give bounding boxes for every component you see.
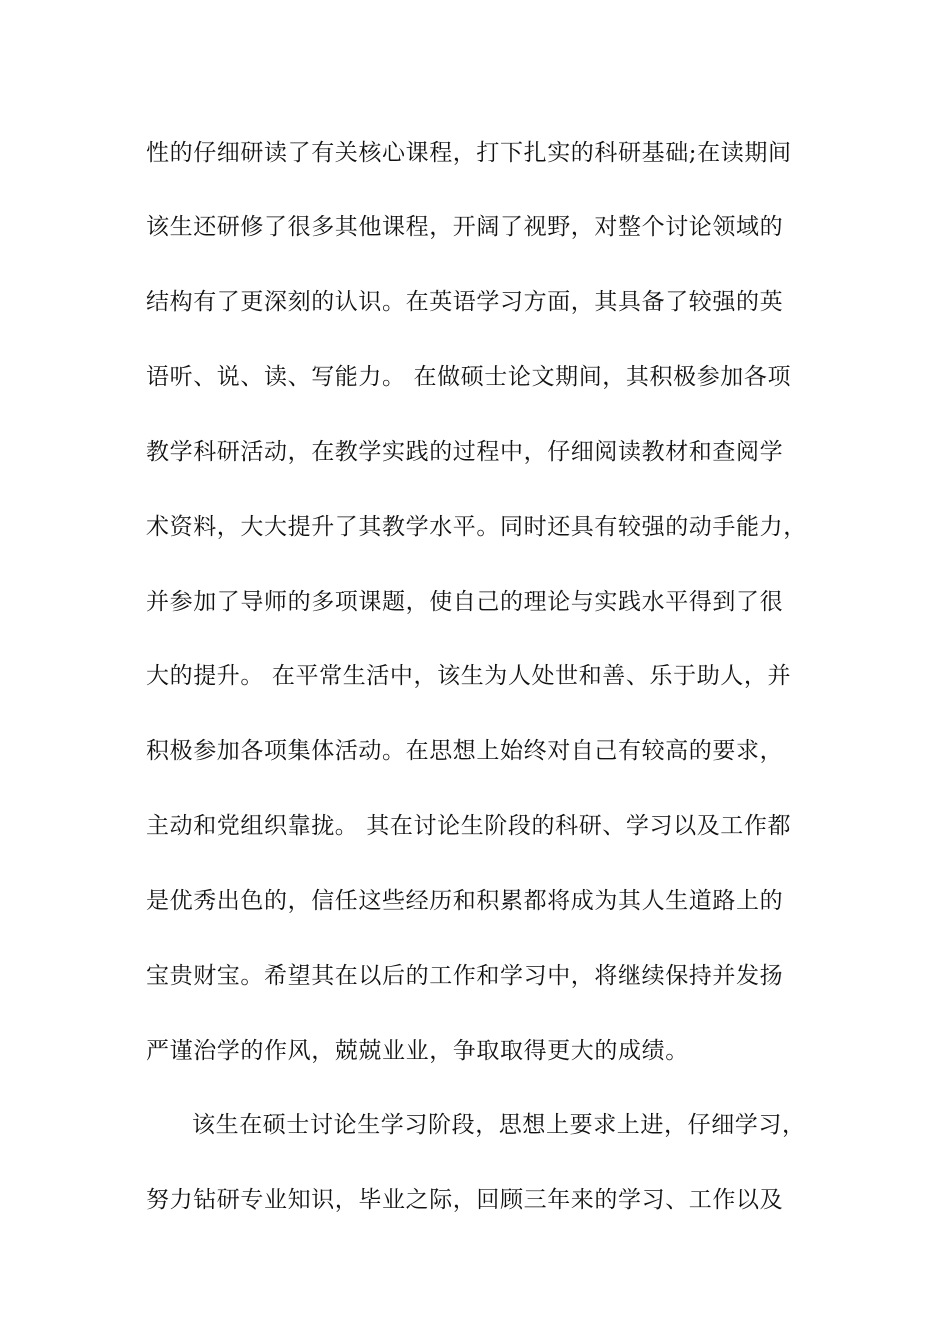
text-line-11: 是优秀出色的，信任这些经历和积累都将成为其人生道路上的 [146,888,784,914]
text-line-15: 努力钻研专业知识，毕业之际，回顾三年来的学习、工作以及 [146,1187,784,1213]
text-line-12: 宝贵财宝。希望其在以后的工作和学习中，将继续保持并发扬 [146,963,784,989]
text-line-7: 并参加了导师的多项课题，使自己的理论与实践水平得到了很 [146,589,784,615]
text-line-3: 结构有了更深刻的认识。在英语学习方面，其具备了较强的英 [146,289,784,315]
text-line-9: 积极参加各项集体活动。在思想上始终对自己有较高的要求， [146,738,784,764]
text-line-14: 该生在硕士讨论生学习阶段，思想上要求上进，仔细学习， [192,1112,806,1138]
text-line-13: 严谨治学的作风，兢兢业业，争取取得更大的成绩。 [146,1038,689,1064]
text-line-5: 教学科研活动，在教学实践的过程中，仔细阅读教材和查阅学 [146,439,784,465]
text-line-4: 语听、说、读、写能力。 在做硕士论文期间，其积极参加各项 [146,364,792,390]
text-line-1: 性的仔细研读了有关核心课程，打下扎实的科研基础;在读期间 [146,140,792,166]
text-line-10: 主动和党组织靠拢。 其在讨论生阶段的科研、学习以及工作都 [146,813,792,839]
text-line-6: 术资料，大大提升了其教学水平。同时还具有较强的动手能力， [146,514,807,540]
text-line-8: 大的提升。 在平常生活中，该生为人处世和善、乐于助人，并 [146,663,792,689]
text-line-2: 该生还研修了很多其他课程，开阔了视野，对整个讨论领域的 [146,214,784,240]
